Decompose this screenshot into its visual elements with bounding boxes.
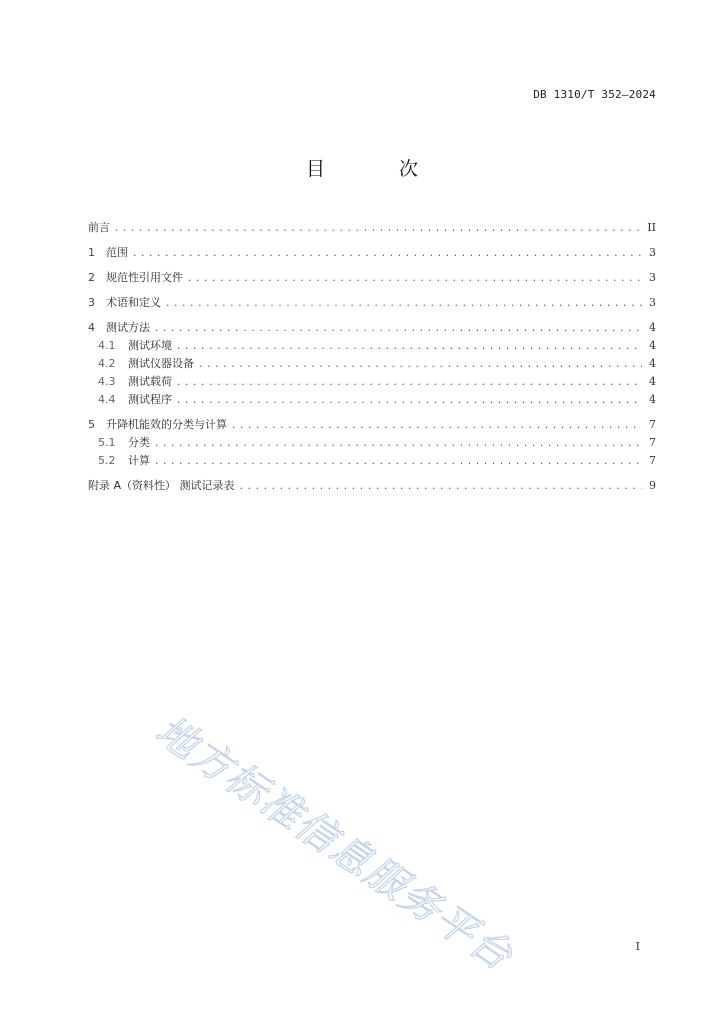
toc-leader-dots	[176, 338, 642, 356]
toc-entry-number: 5	[88, 418, 95, 431]
toc-entry-scope[interactable]	[88, 244, 656, 262]
toc-page-number: 3	[649, 296, 656, 309]
toc-entry-number: 4.4	[98, 393, 116, 406]
toc-entry-classification[interactable]	[88, 434, 656, 452]
toc-page-number: 4	[649, 375, 656, 388]
toc-leader-dots	[187, 270, 642, 288]
toc-leader-dots	[198, 356, 642, 374]
toc-entry-appendix-a[interactable]	[88, 477, 656, 495]
toc-leader-dots	[239, 478, 642, 496]
toc-page-number: 4	[649, 357, 656, 370]
toc-leader-dots	[176, 374, 642, 392]
toc-entry-number: 3	[88, 296, 95, 309]
toc-entry-number: 4	[88, 321, 95, 334]
toc-entry-label: 术语和定义	[106, 296, 161, 309]
toc-leader-dots	[154, 320, 642, 338]
toc-entry-number: 5.1	[98, 436, 116, 449]
page-number: I	[635, 940, 640, 953]
toc-entry-number: 4.3	[98, 375, 116, 388]
table-of-contents	[88, 219, 656, 495]
toc-entry-test-procedure[interactable]	[88, 391, 656, 409]
toc-entry-label: 测试方法	[106, 321, 150, 334]
toc-leader-dots	[154, 453, 642, 471]
toc-entry-test-instruments[interactable]	[88, 355, 656, 373]
toc-entry-number: 2	[88, 271, 95, 284]
toc-entry-label: 规范性引用文件	[106, 271, 183, 284]
toc-entry-label: 附录 A（资料性） 测试记录表	[88, 479, 235, 492]
toc-page-number: 3	[649, 246, 656, 259]
toc-entry-label: 分类	[128, 436, 150, 449]
toc-page-number: 7	[649, 454, 656, 467]
toc-entry-label: 范围	[106, 246, 128, 259]
toc-leader-dots	[154, 435, 642, 453]
toc-page-number: II	[647, 221, 656, 234]
watermark-text: 地方标准信息服务平台	[147, 707, 522, 981]
toc-entry-normative-references[interactable]	[88, 269, 656, 287]
toc-entry-test-methods[interactable]	[88, 319, 656, 337]
toc-leader-dots	[231, 417, 642, 435]
toc-entry-label: 测试仪器设备	[128, 357, 194, 370]
toc-entry-label: 前言	[88, 221, 110, 234]
toc-entry-label: 测试环境	[128, 339, 172, 352]
toc-entry-number: 4.2	[98, 357, 116, 370]
toc-page-number: 3	[649, 271, 656, 284]
toc-entry-classification-calculation[interactable]	[88, 416, 656, 434]
toc-entry-calculation[interactable]	[88, 452, 656, 470]
toc-page-number: 7	[649, 436, 656, 449]
toc-entry-label: 测试载荷	[128, 375, 172, 388]
toc-entry-label: 升降机能效的分类与计算	[106, 418, 227, 431]
toc-entry-label: 测试程序	[128, 393, 172, 406]
toc-leader-dots	[176, 392, 642, 410]
toc-entry-test-environment[interactable]	[88, 337, 656, 355]
toc-page-number: 4	[649, 321, 656, 334]
toc-entry-terms-definitions[interactable]	[88, 294, 656, 312]
toc-leader-dots	[132, 245, 642, 263]
toc-leader-dots	[165, 295, 642, 313]
toc-entry-label: 计算	[128, 454, 150, 467]
toc-entry-test-load[interactable]	[88, 373, 656, 391]
toc-entry-number: 1	[88, 246, 95, 259]
toc-page-number: 4	[649, 339, 656, 352]
toc-entry-foreword[interactable]	[88, 219, 656, 237]
toc-title: 目 次	[305, 158, 453, 180]
document-code: DB 1310/T 352—2024	[533, 88, 656, 101]
toc-page-number: 4	[649, 393, 656, 406]
toc-leader-dots	[114, 220, 642, 238]
toc-page-number: 9	[649, 479, 656, 492]
toc-page-number: 7	[649, 418, 656, 431]
toc-entry-number: 4.1	[98, 339, 116, 352]
toc-entry-number: 5.2	[98, 454, 116, 467]
